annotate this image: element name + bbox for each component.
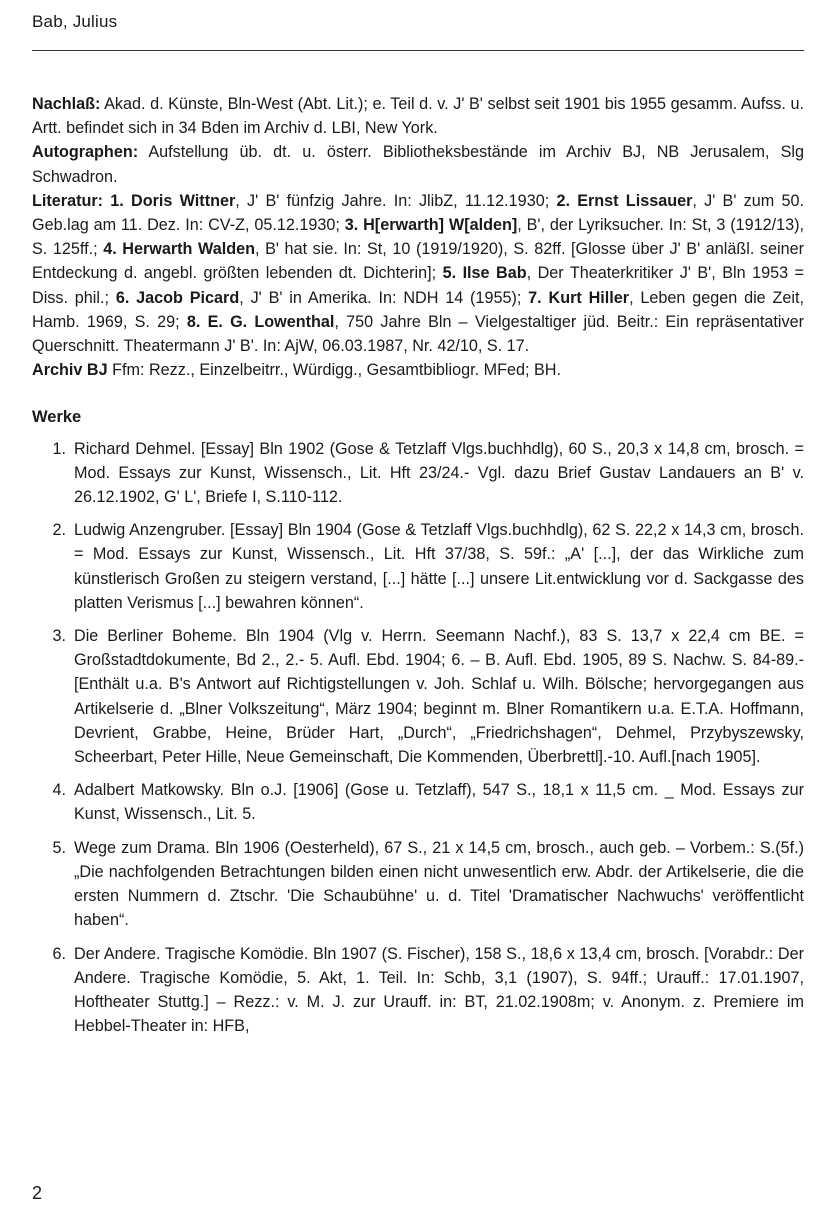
werke-list xyxy=(32,437,804,1039)
literatur-author: Doris Wittner xyxy=(131,191,236,210)
literatur-entry: , Leben gegen die Zeit, Hamb. 1969, S. 29; xyxy=(32,288,804,331)
literatur-entry: , B', der Lyriksucher. In: St, 3 (1912/13), S. 125ff.; xyxy=(32,216,804,259)
nachlass-text: Akad. d. Künste, Bln-West (Abt. Lit.); e. Teil d. v. J' B' selbst seit 1901 bis 1955 gesamm. Aufss. u. Artt. befindet sich in 34 Bden im Archiv d. LBI, New York. xyxy=(32,95,804,138)
literatur-author: Herwarth Walden xyxy=(122,240,255,259)
archiv-text: Ffm: Rezz., Einzelbeitrr., Würdigg., Gesamtbibliogr. MFed; BH. xyxy=(107,361,561,380)
running-head: Bab, Julius xyxy=(32,12,118,31)
entry-body xyxy=(32,92,804,1047)
literatur-paragraph xyxy=(32,189,804,358)
work-number: 2. xyxy=(52,521,66,540)
literatur-num: 6. xyxy=(115,288,137,307)
literatur-entry: , J' B' in Amerika. In: NDH 14 (1955); xyxy=(239,288,529,307)
literatur-num: 5. xyxy=(442,264,463,283)
literatur-num: 3. xyxy=(344,216,364,235)
work-text: Die Berliner Boheme. Bln 1904 (Vlg v. Herrn. Seemann Nachf.), 83 S. 13,7 x 22,4 cm BE. = Großstadtdokumente, Bd 2., 2.- 5. Aufl. Ebd. 1904; 6. – B. Aufl. Ebd. 1905, 89 S. Nachw. S. 84-89.- [Enthält u.a. B's Antwort auf Richtigstellungen v. Joh. Schlaf u. Wilh. Bölsche; hervorgegangen aus Artikelserie d. „Blner Volkszeitung“, März 1904; beginnt m. Blner Romantikern u.a. E.T.A. Hoffmann, Devrient, Grabbe, Heine, Brüder Hart, „Durch“, „Friedrichshagen“, Dehmel, Przybyszewsky, Scheerbart, Peter Hille, Neue Gemeinschaft, Die Kommenden, Überbrettl].-10. Aufl.[nach 1905]. xyxy=(74,627,804,767)
work-number: 6. xyxy=(52,944,66,963)
werke-heading: Werke xyxy=(32,408,82,427)
literatur-num: 1. xyxy=(103,191,132,210)
literatur-num: 8. xyxy=(186,312,208,331)
nachlass-label: Nachlaß: xyxy=(32,95,101,113)
literatur-entry: , J' B' fünfzig Jahre. In: JlibZ, 11.12.1930; xyxy=(235,191,557,210)
literatur-label: Literatur: xyxy=(32,191,104,210)
work-text: Der Andere. Tragische Komödie. Bln 1907 (S. Fischer), 158 S., 18,6 x 13,4 cm, brosch. [Vorabdr.: Der Andere. Tragische Komödie, 5. Akt, 1. Teil. In: Schb, 3,1 (1907), S. 94ff.; Urauff.: 17.01.1907, Hoftheater Stuttg.] – Rezz.: v. M. J. zur Urauff. in: BT, 21.02.1908m; v. Anonym. z. Premiere im Hebbel-Theater in: HFB, xyxy=(74,944,804,1036)
literatur-author: Ilse Bab xyxy=(462,264,527,283)
work-number: 4. xyxy=(52,781,66,800)
work-text: Ludwig Anzengruber. [Essay] Bln 1904 (Gose & Tetzlaff Vlgs.buchhdlg), 62 S. 22,2 x 14,3 cm, brosch. = Mod. Essays zur Kunst, Wissensch., Lit. Hft 37/38, S. 59f.: „A' [...], der das Wirkliche zum künstlerisch Großen zu steigern verstand, [...] hätte [...] unsere Lit.entwicklung vor d. Sackgasse des platten Verismus [...] bewahren können“. xyxy=(74,521,804,612)
nachlass-paragraph xyxy=(32,92,804,140)
literatur-author: Jacob Picard xyxy=(136,288,240,307)
literatur-entry: , B' hat sie. In: St, 10 (1919/1920), S. 82ff. [Glosse über J' B' anläßl. seiner Entdeckung d. angebl. größten lebenden dt. Dichterin]; xyxy=(32,240,805,283)
work-number: 5. xyxy=(52,838,66,857)
work-item xyxy=(32,836,804,933)
autographen-label: Autographen: xyxy=(32,143,139,162)
archiv-label: Archiv BJ xyxy=(32,361,108,380)
literatur-author: E. G. Lowenthal xyxy=(207,312,335,331)
literatur-entry: , 750 Jahre Bln – Vielgestaltiger jüd. Beitr.: Ein repräsentativer Querschnitt. Theatermann J' B'. In: AjW, 06.03.1987, Nr. 42/10, S. 17. xyxy=(32,312,804,356)
literatur-num: 2. xyxy=(556,191,578,210)
work-item xyxy=(32,778,804,826)
work-text: Wege zum Drama. Bln 1906 (Oesterheld), 67 S., 21 x 14,5 cm, brosch., auch geb. – Vorbem.: S.(5f.) „Die nachfolgenden Betrachtungen bilden einen nicht unwesentlich erw. Abdr. der Artikelserie, die die ersten Nummern d. Ztschr. 'Die Schaubühne' u. d. Titel 'Dramatischer Nachwuchs' veröffentlicht haben“. xyxy=(74,838,804,930)
work-text: Richard Dehmel. [Essay] Bln 1902 (Gose & Tetzlaff Vlgs.buchhdlg), 60 S., 20,3 x 14,8 cm, brosch. = Mod. Essays zur Kunst, Wissensch., Lit. Hft 23/24.- Vgl. dazu Brief Gustav Landauers an B' v. 26.12.1902, G' L', Briefe I, S.110-112. xyxy=(74,439,804,507)
page-number: 2 xyxy=(32,1183,43,1203)
header-rule xyxy=(32,50,804,51)
literatur-entry: , Der Theaterkritiker J' B', Bln 1953 = Diss. phil.; xyxy=(32,264,804,307)
literatur-num: 4. xyxy=(103,240,123,259)
literatur-entry: , J' B' zum 50. Geb.lag am 11. Dez. In: CV-Z, 05.12.1930; xyxy=(32,191,805,235)
literatur-num: 7. xyxy=(528,288,549,307)
literatur-author: Ernst Lissauer xyxy=(577,191,693,210)
work-number: 3. xyxy=(52,627,66,646)
autographen-text: Aufstellung üb. dt. u. österr. Bibliotheksbestände im Archiv BJ, NB Jerusalem, Slg Schwadron. xyxy=(32,143,804,186)
literatur-author: H[erwarth] W[alden] xyxy=(363,216,518,235)
work-item xyxy=(32,518,804,615)
literatur-author: Kurt Hiller xyxy=(548,288,630,307)
archiv-paragraph xyxy=(32,358,804,382)
work-item xyxy=(32,942,804,1039)
work-item xyxy=(32,624,804,769)
autographen-paragraph xyxy=(32,140,804,188)
work-item xyxy=(32,437,804,510)
work-text: Adalbert Matkowsky. Bln o.J. [1906] (Gose u. Tetzlaff), 547 S., 18,1 x 11,5 cm. _ Mod. Essays zur Kunst, Wissensch., Lit. 5. xyxy=(74,781,804,824)
work-number: 1. xyxy=(52,439,66,458)
